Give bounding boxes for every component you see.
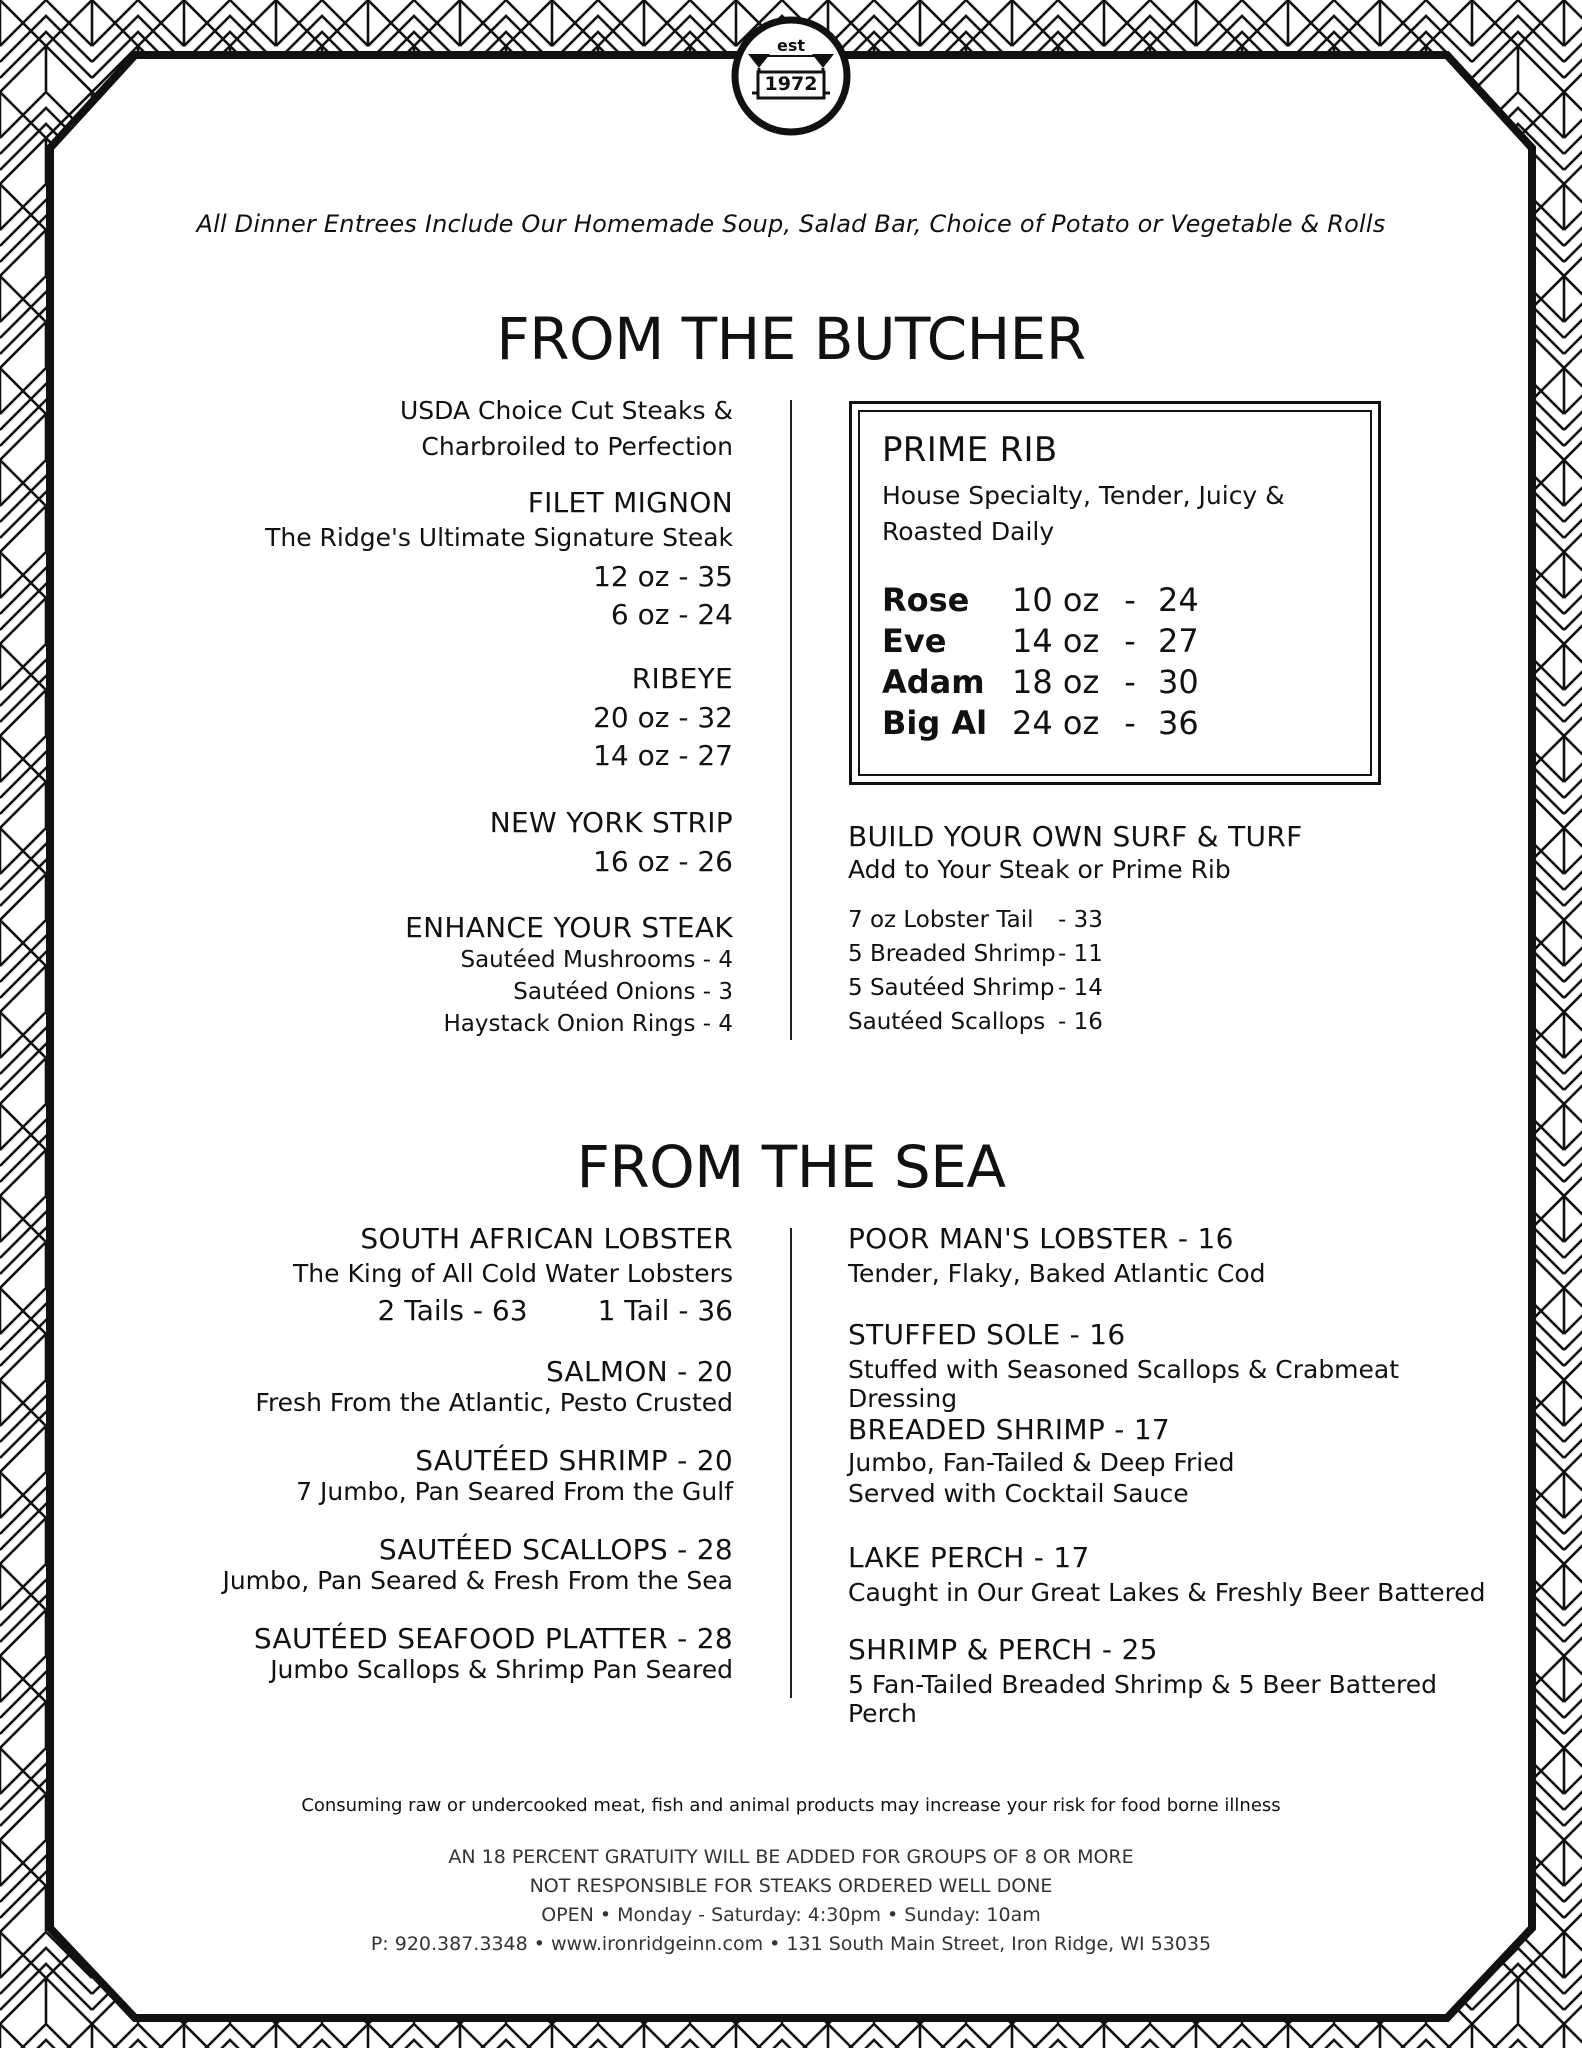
cut-dash: - [1124, 663, 1136, 701]
prime-rib-cuts [882, 580, 1352, 744]
butcher-intro [200, 393, 733, 465]
prime-rib-item [882, 430, 1352, 550]
section-title-sea: FROM THE SEA [576, 1133, 1006, 1201]
surf-turf-option [848, 971, 1268, 1005]
cut-price: 24 [1158, 581, 1199, 619]
cut-price: 27 [1158, 622, 1199, 660]
ribeye-price: 14 oz - 27 [593, 739, 733, 772]
surf-turf-desc: Add to Your Steak or Prime Rib [848, 855, 1231, 884]
sa-lobster-price-one: 1 Tail - 36 [597, 1294, 733, 1327]
sea-column-divider [790, 1228, 792, 1698]
shrimp-perch-desc: 5 Fan-Tailed Breaded Shrimp & 5 Beer Battered Perch [848, 1670, 1437, 1728]
stuffed-sole-title [848, 1318, 1488, 1351]
sauteed-scallops-name: SAUTÉED SCALLOPS [378, 1533, 668, 1566]
surf-turf-name: BUILD YOUR OWN SURF & TURF [848, 820, 1303, 853]
cut-dash: - [1124, 704, 1136, 742]
seafood-platter-desc: Jumbo Scallops & Shrimp Pan Seared [270, 1655, 733, 1684]
opening-hours: OPEN • Monday - Saturday: 4:30pm • Sunday: 10am [541, 1904, 1041, 1926]
filet-mignon-name: FILET MIGNON [527, 486, 733, 519]
prime-rib-desc: House Specialty, Tender, Juicy & [882, 481, 1285, 510]
prime-rib-name: PRIME RIB [882, 430, 1058, 470]
cut-dash: - [1124, 581, 1136, 619]
cut-name: Rose [882, 581, 970, 619]
option-price: - 11 [1058, 941, 1103, 967]
shrimp-perch-name: SHRIMP & PERCH [848, 1633, 1093, 1666]
well-done-note: NOT RESPONSIBLE FOR STEAKS ORDERED WELL DONE [529, 1875, 1053, 1897]
sauteed-shrimp-name: SAUTÉED SHRIMP [415, 1444, 668, 1477]
filet-mignon-price: 12 oz - 35 [593, 560, 733, 593]
filet-mignon-desc: The Ridge's Ultimate Signature Steak [265, 523, 733, 552]
sa-lobster-prices [150, 1294, 733, 1327]
prime-rib-cut-row [882, 662, 1352, 703]
ny-strip-item [200, 806, 733, 881]
option-price: - 16 [1058, 1009, 1103, 1035]
filet-mignon-price: 6 oz - 24 [610, 598, 733, 631]
surf-turf-options [848, 903, 1268, 1039]
option-price: - 33 [1058, 907, 1103, 933]
prime-rib-cut-row [882, 621, 1352, 662]
lake-perch-price: - 17 [1024, 1541, 1090, 1574]
stuffed-sole-item [848, 1318, 1488, 1413]
sauteed-scallops-desc: Jumbo, Pan Seared & Fresh From the Sea [222, 1566, 733, 1595]
butcher-column-divider [790, 400, 792, 1040]
ribeye-name: RIBEYE [631, 662, 733, 695]
enhance-steak-item [200, 911, 733, 1040]
entree-includes-note: All Dinner Entrees Include Our Homemade Soup, Salad Bar, Choice of Potato or Vegetable & Rolls [196, 210, 1386, 238]
food-safety-warning: Consuming raw or undercooked meat, fish and animal products may increase your risk for food borne illness [301, 1795, 1281, 1816]
cut-name: Eve [882, 622, 947, 660]
butcher-intro-line: Charbroiled to Perfection [421, 432, 733, 461]
seafood-platter-price: - 28 [667, 1622, 733, 1655]
shrimp-perch-price: - 25 [1092, 1633, 1158, 1666]
sauteed-shrimp-price: - 20 [667, 1444, 733, 1477]
breaded-shrimp-desc: Jumbo, Fan-Tailed & Deep Fried [848, 1448, 1235, 1477]
seafood-platter-item [150, 1622, 733, 1684]
butcher-intro-line: USDA Choice Cut Steaks & [399, 396, 733, 425]
surf-turf-option [848, 1005, 1268, 1039]
prime-rib-cut-row [882, 580, 1352, 621]
enhance-option: Sautéed Mushrooms - 4 [460, 947, 733, 973]
option-label: 5 Sautéed Shrimp [848, 975, 1055, 1001]
logo-year-text: 1972 [764, 73, 818, 95]
section-title-butcher: FROM THE BUTCHER [496, 305, 1086, 373]
salmon-price: - 20 [667, 1355, 733, 1388]
sa-lobster-name: SOUTH AFRICAN LOBSTER [360, 1222, 733, 1255]
cut-dash: - [1124, 622, 1136, 660]
filet-mignon-item [200, 486, 733, 634]
enhance-option: Haystack Onion Rings - 4 [443, 1011, 733, 1037]
cut-name: Big Al [882, 704, 988, 742]
sa-lobster-item [150, 1222, 733, 1327]
cut-size: 24 oz [1012, 704, 1100, 742]
footer-info [150, 1843, 1432, 1959]
seafood-platter-title [150, 1622, 733, 1655]
enhance-option: Sautéed Onions - 3 [513, 979, 733, 1005]
cut-size: 14 oz [1012, 622, 1100, 660]
cut-size: 18 oz [1012, 663, 1100, 701]
surf-turf-item [848, 820, 1468, 884]
salmon-title [150, 1355, 733, 1388]
sa-lobster-desc: The King of All Cold Water Lobsters [293, 1259, 733, 1288]
sauteed-shrimp-desc: 7 Jumbo, Pan Seared From the Gulf [296, 1477, 733, 1506]
poor-mans-lobster-price: - 16 [1168, 1222, 1234, 1255]
ny-strip-name: NEW YORK STRIP [489, 806, 733, 839]
lake-perch-desc: Caught in Our Great Lakes & Freshly Beer Battered [848, 1578, 1486, 1607]
stuffed-sole-price: - 16 [1060, 1318, 1126, 1351]
stuffed-sole-desc: Stuffed with Seasoned Scallops & Crabmeat Dressing [848, 1355, 1400, 1413]
option-price: - 14 [1058, 975, 1103, 1001]
prime-rib-desc: Roasted Daily [882, 517, 1055, 546]
salmon-name: SALMON [545, 1355, 668, 1388]
poor-mans-lobster-title [848, 1222, 1488, 1255]
shrimp-perch-item [848, 1633, 1488, 1728]
ribeye-item [200, 662, 733, 775]
shrimp-perch-title [848, 1633, 1488, 1666]
option-label: 7 oz Lobster Tail [848, 907, 1034, 933]
breaded-shrimp-title [848, 1413, 1488, 1446]
cut-name: Adam [882, 663, 985, 701]
prime-rib-cut-row [882, 703, 1352, 744]
gratuity-note: AN 18 PERCENT GRATUITY WILL BE ADDED FOR GROUPS OF 8 OR MORE [448, 1846, 1134, 1868]
cut-price: 30 [1158, 663, 1199, 701]
contact-info: P: 920.387.3348 • www.ironridgeinn.com • 131 South Main Street, Iron Ridge, WI 53035 [370, 1933, 1212, 1955]
seafood-platter-name: SAUTÉED SEAFOOD PLATTER [253, 1622, 668, 1655]
sauteed-shrimp-item [150, 1444, 733, 1506]
option-label: Sautéed Scallops [848, 1009, 1046, 1035]
sa-lobster-price-two: 2 Tails - 63 [377, 1294, 528, 1327]
breaded-shrimp-name: BREADED SHRIMP [848, 1413, 1106, 1446]
lake-perch-name: LAKE PERCH [848, 1541, 1025, 1574]
sauteed-scallops-price: - 28 [667, 1533, 733, 1566]
enhance-steak-name: ENHANCE YOUR STEAK [405, 911, 733, 944]
breaded-shrimp-price: - 17 [1105, 1413, 1171, 1446]
lake-perch-item [848, 1541, 1488, 1607]
breaded-shrimp-desc: Served with Cocktail Sauce [848, 1479, 1189, 1508]
surf-turf-option [848, 937, 1268, 971]
ny-strip-price: 16 oz - 26 [593, 845, 733, 878]
poor-mans-lobster-desc: Tender, Flaky, Baked Atlantic Cod [848, 1259, 1266, 1288]
breaded-shrimp-item [848, 1413, 1488, 1508]
sauteed-scallops-title [150, 1533, 733, 1566]
option-label: 5 Breaded Shrimp [848, 941, 1056, 967]
ribeye-price: 20 oz - 32 [593, 701, 733, 734]
salmon-desc: Fresh From the Atlantic, Pesto Crusted [255, 1388, 733, 1417]
surf-turf-option [848, 903, 1268, 937]
poor-mans-lobster-item [848, 1222, 1488, 1288]
sauteed-scallops-item [150, 1533, 733, 1595]
lake-perch-title [848, 1541, 1488, 1574]
cut-size: 10 oz [1012, 581, 1100, 619]
cut-price: 36 [1158, 704, 1199, 742]
salmon-item [150, 1355, 733, 1417]
stuffed-sole-name: STUFFED SOLE [848, 1318, 1061, 1351]
sauteed-shrimp-title [150, 1444, 733, 1477]
logo-est-text: est [776, 36, 806, 55]
poor-mans-lobster-name: POOR MAN'S LOBSTER [848, 1222, 1169, 1255]
